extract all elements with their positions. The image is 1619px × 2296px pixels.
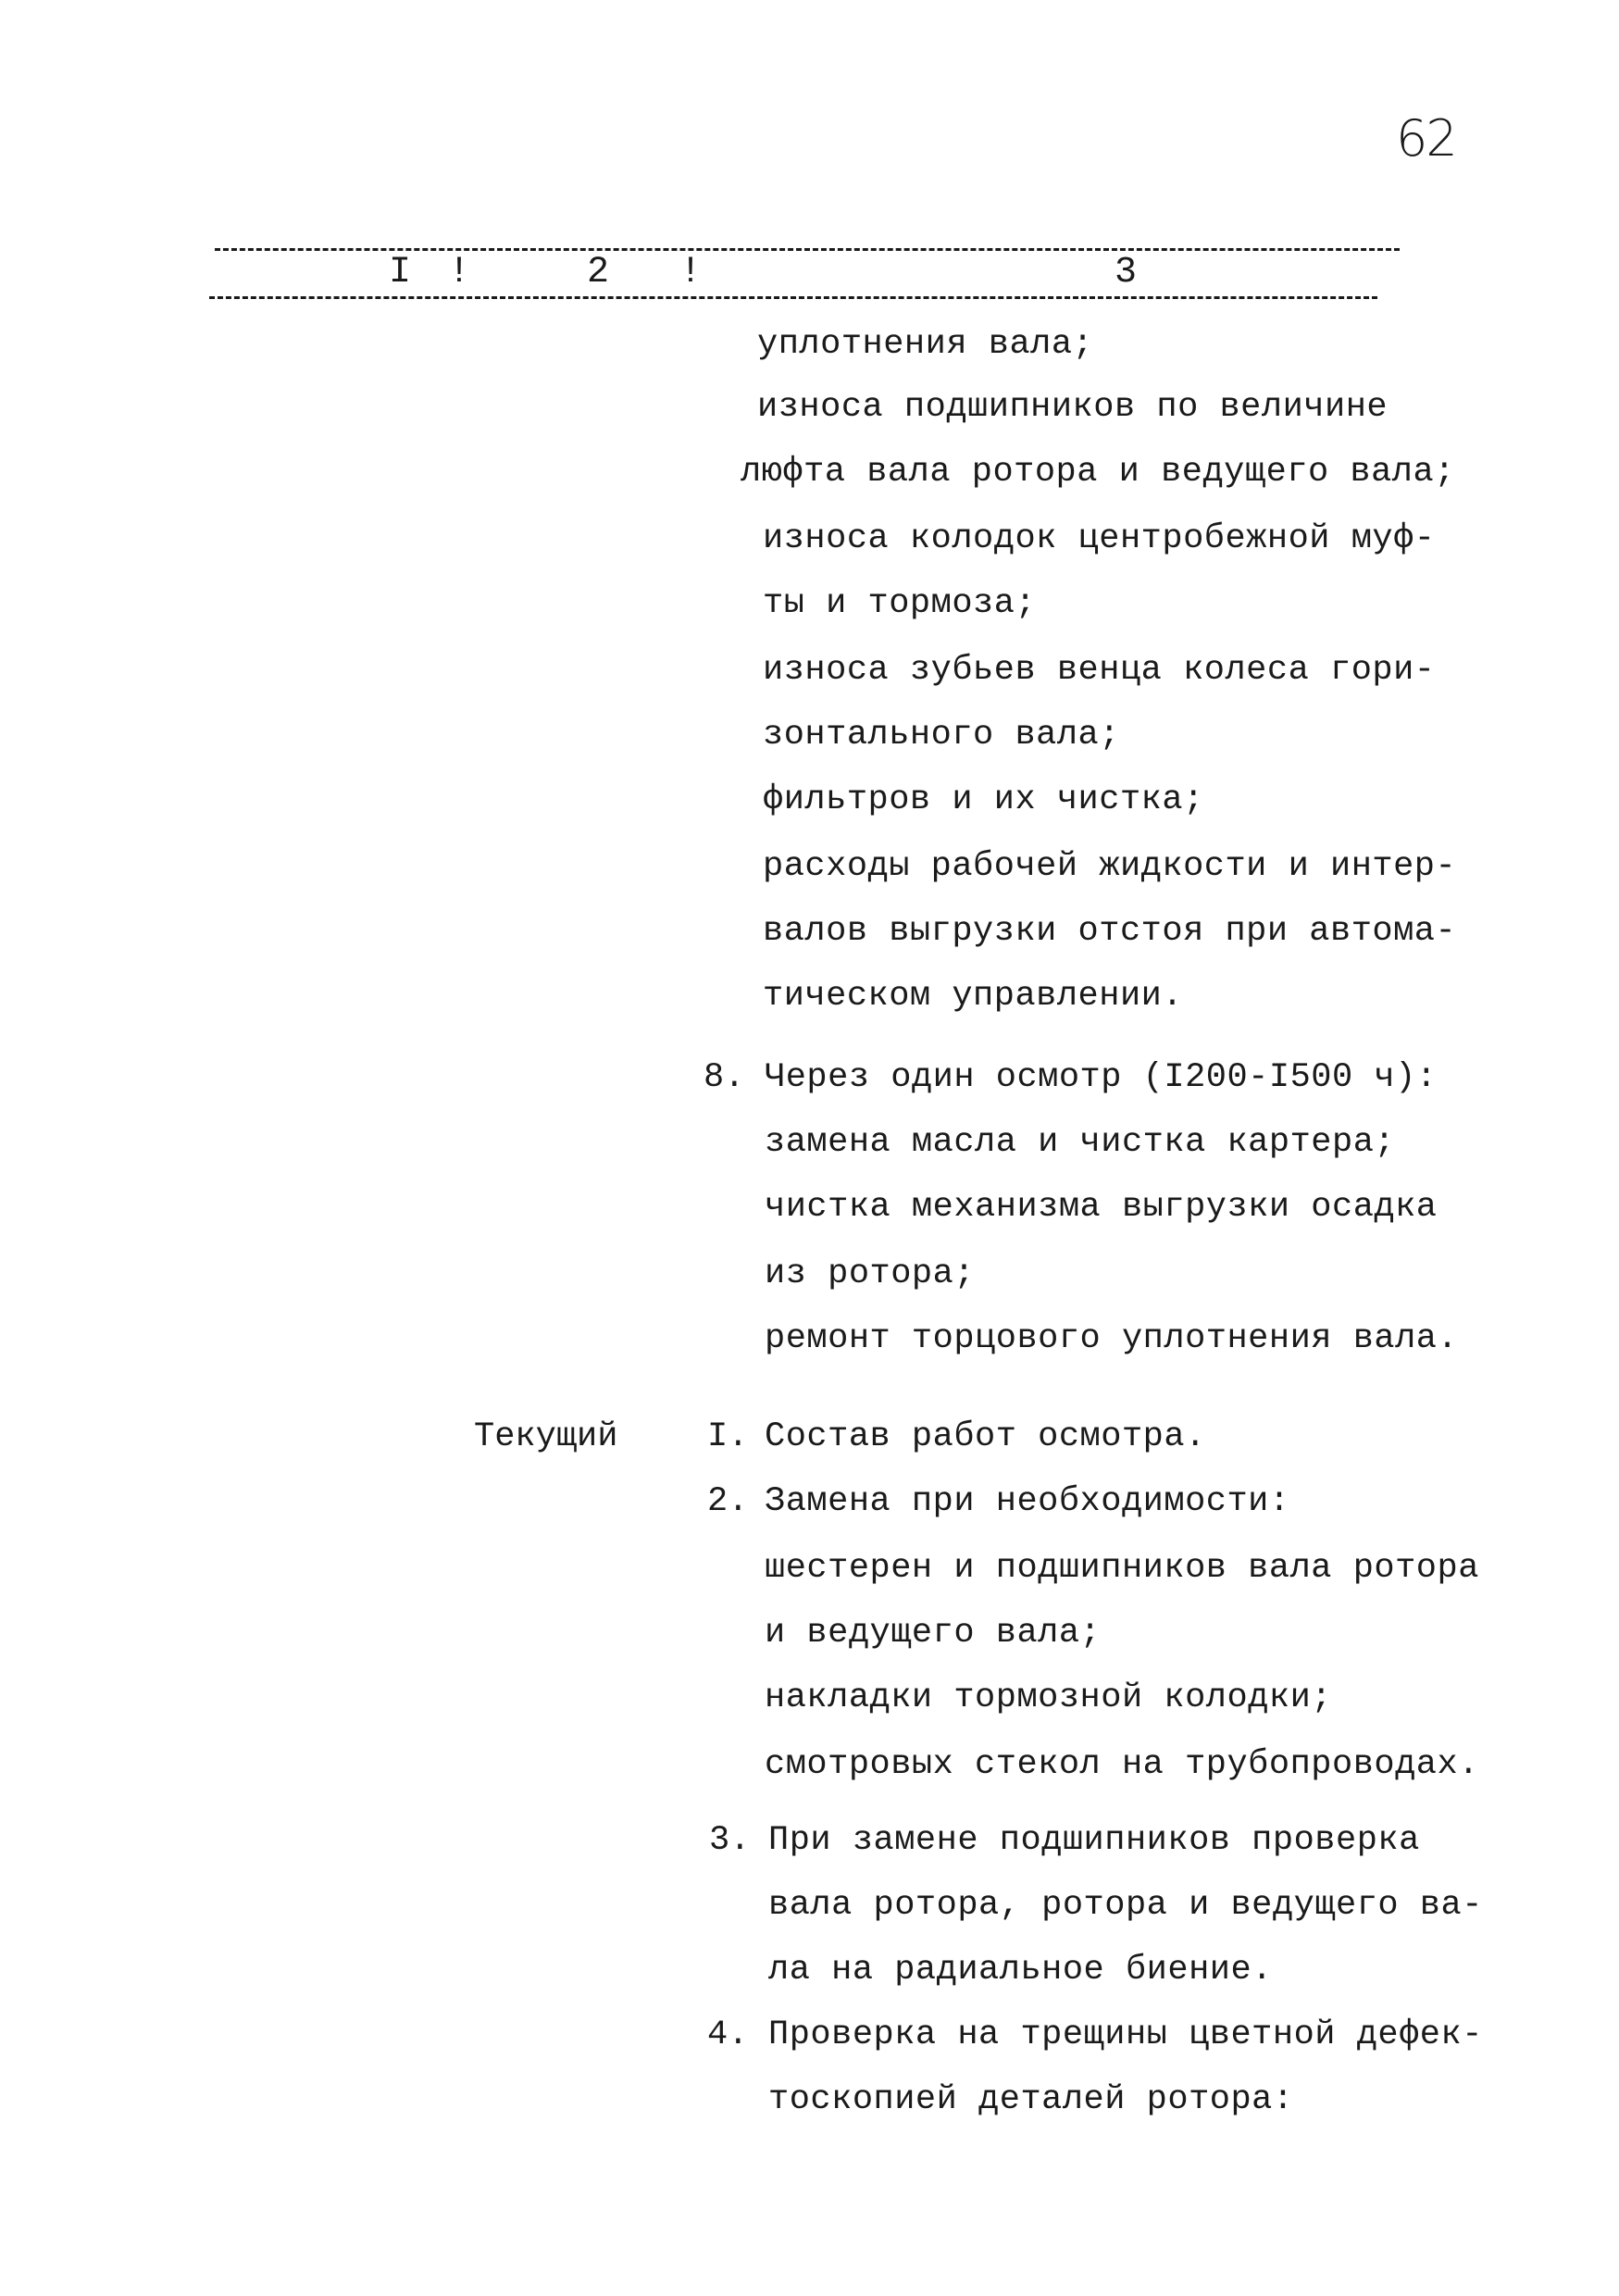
text-line: износа подшипников по величине: [757, 388, 1389, 427]
text-line: шестерен и подшипников вала ротора: [765, 1549, 1479, 1588]
text-line: уплотнения вала;: [757, 325, 1094, 364]
text-line: люфта вала ротора и ведущего вала;: [741, 453, 1455, 492]
header-rule-bottom: [209, 296, 1377, 299]
repair-type-label: Текущий: [474, 1417, 618, 1456]
text-line: из ротора;: [765, 1254, 976, 1293]
page-number: 62: [1396, 109, 1456, 168]
text-line: износа колодок центробежной муф-: [763, 519, 1436, 558]
item-number: I.: [707, 1417, 749, 1456]
item-number: 3.: [709, 1821, 751, 1860]
header-rule-top: [215, 248, 1400, 251]
text-line: замена масла и чистка картера;: [765, 1123, 1396, 1162]
text-line: Замена при необходимости:: [765, 1482, 1290, 1521]
text-line: расходы рабочей жидкости и интер-: [763, 847, 1457, 886]
text-line: ла на радиальное биение.: [768, 1951, 1273, 1990]
column-separator-1: !: [448, 252, 471, 293]
text-line: При замене подшипников проверка: [768, 1821, 1420, 1860]
column-header-2: 2: [587, 252, 610, 293]
text-line: и ведущего вала;: [765, 1614, 1102, 1653]
text-line: Состав работ осмотра.: [765, 1417, 1206, 1456]
text-line: вала ротора, ротора и ведущего ва-: [768, 1886, 1483, 1925]
column-header-1: I: [389, 252, 412, 293]
item-number: 8.: [704, 1058, 745, 1097]
text-line: фильтров и их чистка;: [763, 780, 1204, 819]
text-line: Проверка на трещины цветной дефек-: [768, 2015, 1483, 2054]
text-line: ты и тормоза;: [763, 584, 1037, 623]
text-line: накладки тормозной колодки;: [765, 1678, 1332, 1717]
column-header-3: 3: [1115, 252, 1138, 293]
text-line: зонтального вала;: [763, 716, 1120, 755]
text-line: тическом управлении.: [763, 977, 1184, 1016]
text-line: износа зубьев венца колеса гори-: [763, 651, 1436, 690]
text-line: тоскопией деталей ротора:: [768, 2080, 1294, 2119]
text-line: валов выгрузки отстоя при автома-: [763, 912, 1457, 951]
text-line: Через один осмотр (I200-I500 ч):: [765, 1058, 1438, 1097]
text-line: ремонт торцового уплотнения вала.: [765, 1319, 1459, 1358]
item-number: 4.: [707, 2015, 749, 2054]
column-separator-2: !: [679, 252, 703, 293]
item-number: 2.: [707, 1482, 749, 1521]
text-line: смотровых стекол на трубопроводах.: [765, 1745, 1479, 1784]
text-line: чистка механизма выгрузки осадка: [765, 1188, 1438, 1227]
